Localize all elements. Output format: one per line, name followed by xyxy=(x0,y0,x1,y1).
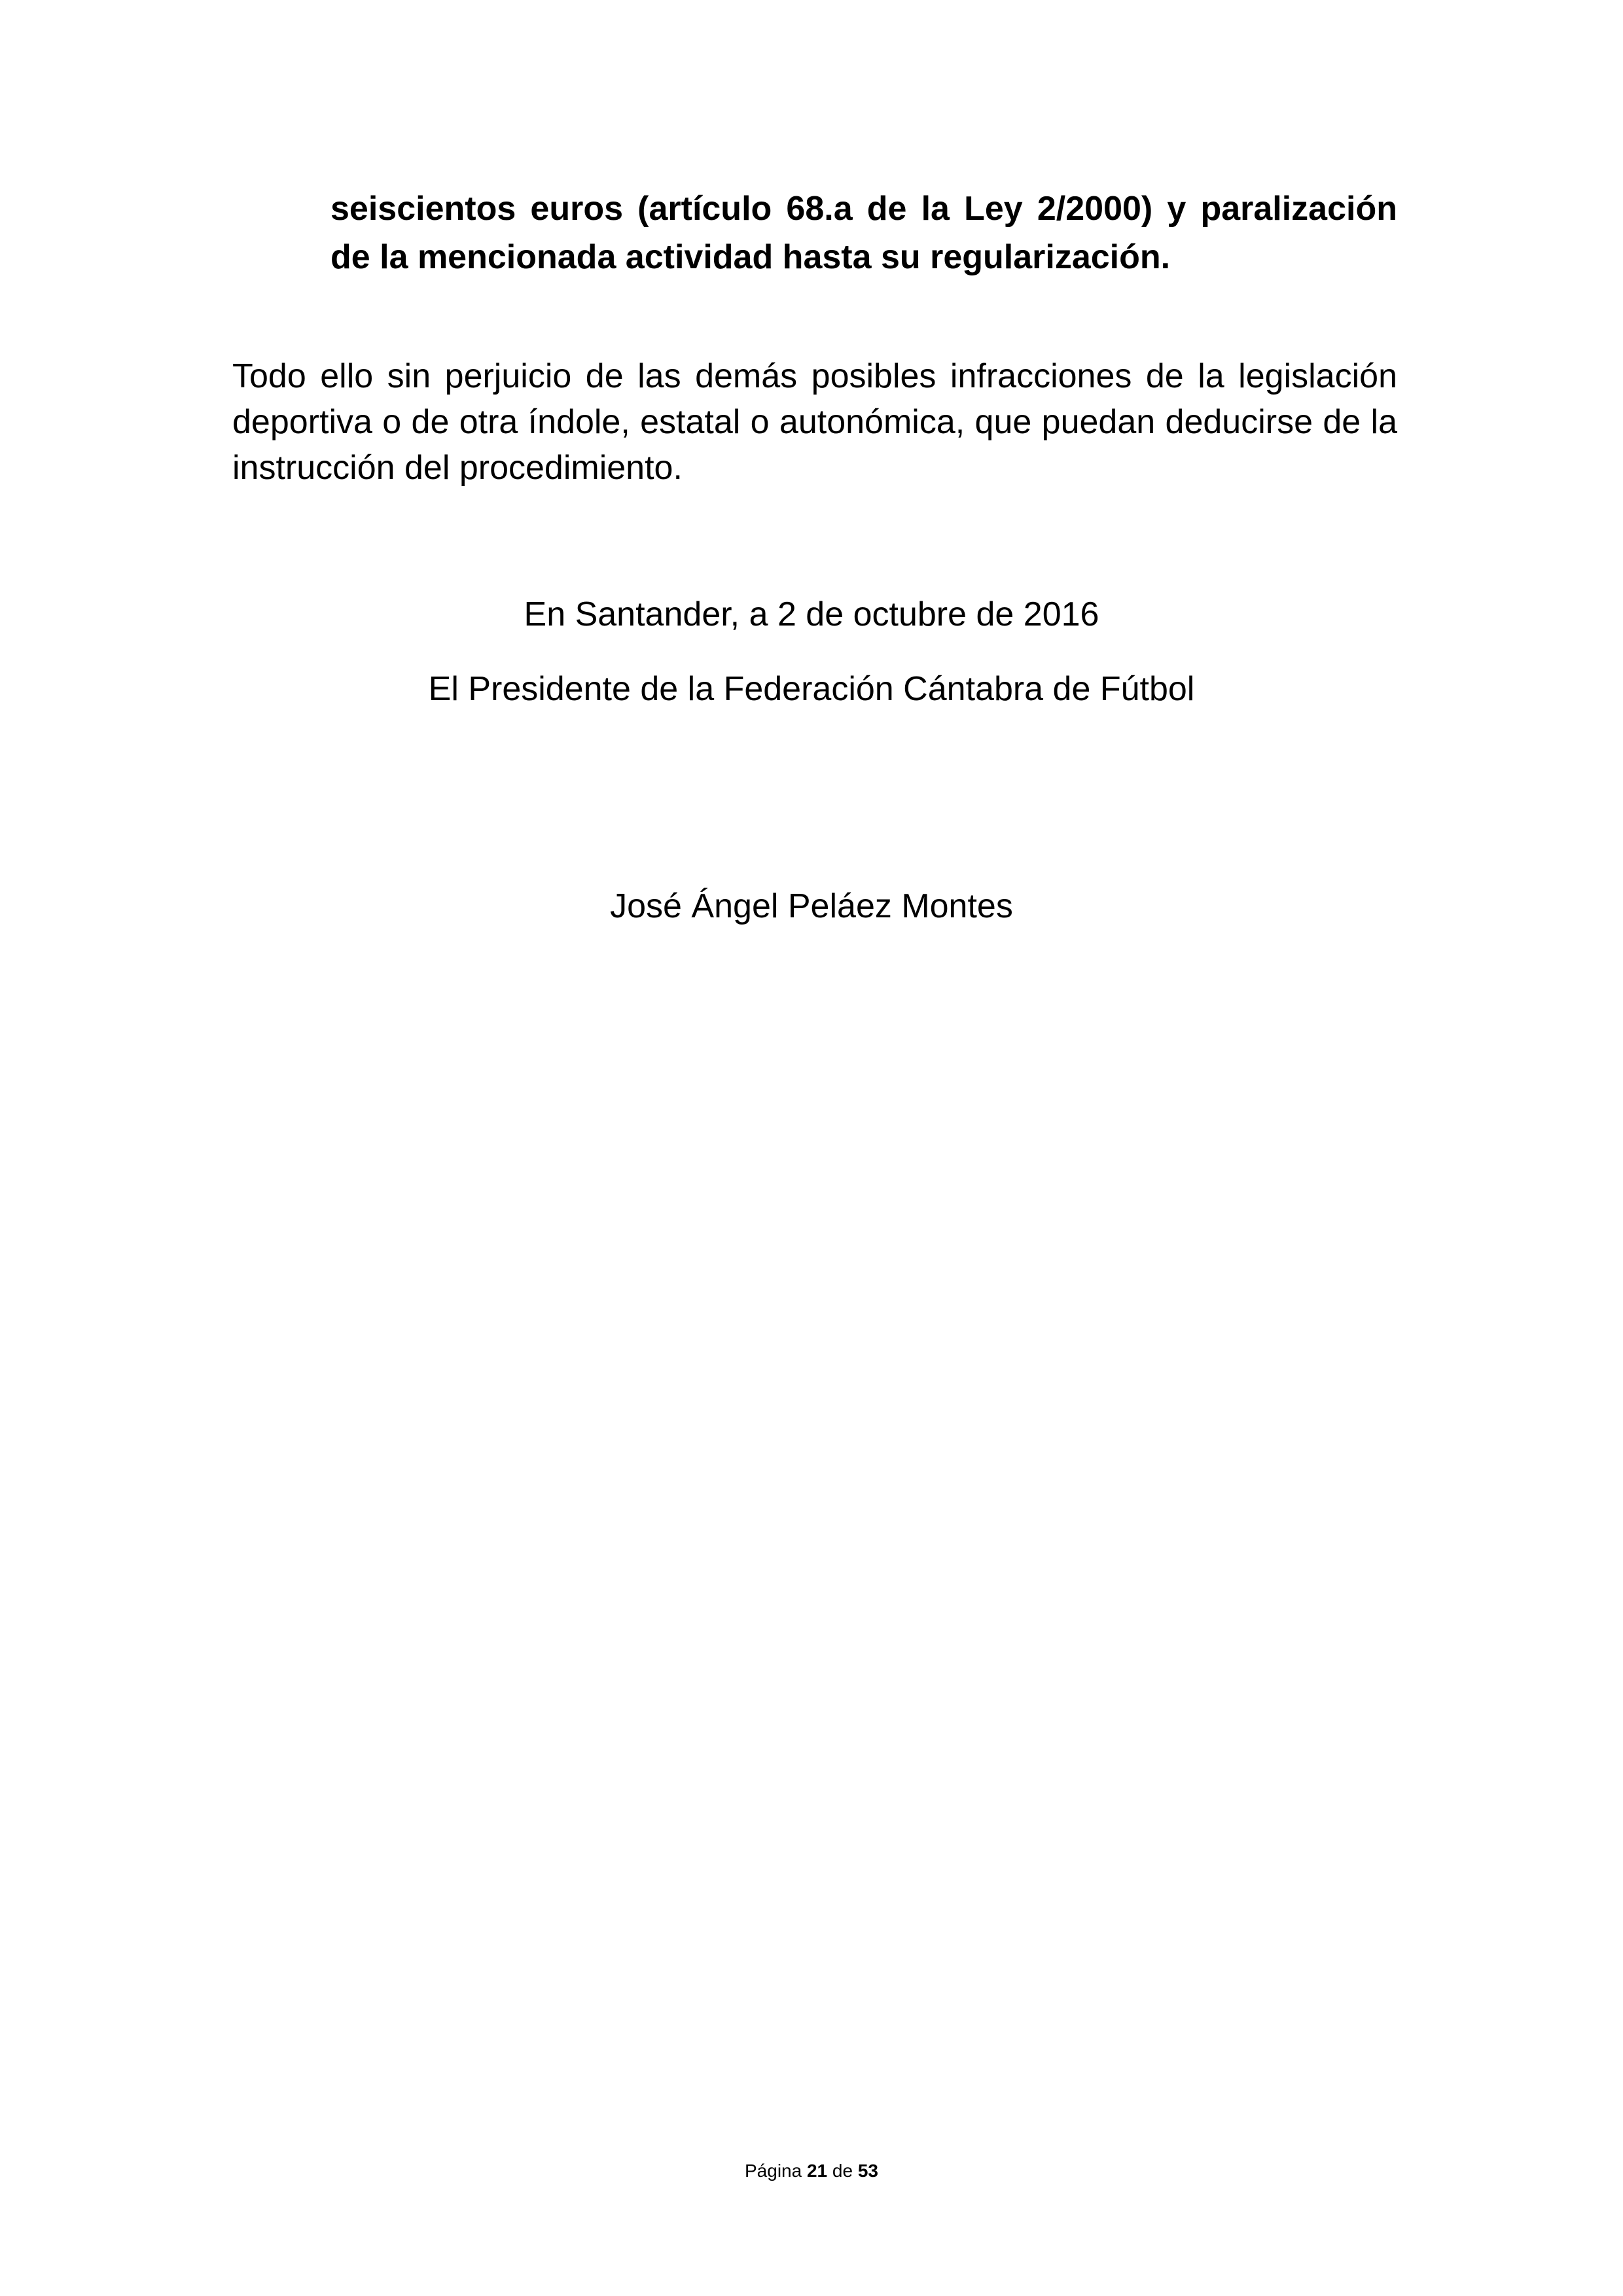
page-number: 21 xyxy=(806,2161,828,2181)
signer-name: José Ángel Peláez Montes xyxy=(610,887,1013,925)
signer-title: El Presidente de la Federación Cántabra de Fútbol xyxy=(428,670,1195,708)
place-date: En Santander, a 2 de octubre de 2016 xyxy=(524,595,1099,633)
of-label: de xyxy=(832,2161,853,2181)
body-paragraph: Todo ello sin perjuicio de las demás posibles infracciones de la legislación deportiva o de otra índole, estatal o autonómica, que puedan deducirse de la instrucción del procedimiento. xyxy=(232,357,1397,487)
bold-paragraph: seiscientos euros (artículo 68.a de la Ley 2/2000) y paralización de la mencionada actividad hasta su regularización. xyxy=(330,190,1397,276)
total-pages: 53 xyxy=(857,2161,878,2181)
page-footer xyxy=(0,2158,1623,2184)
page-label: Página xyxy=(745,2161,802,2181)
